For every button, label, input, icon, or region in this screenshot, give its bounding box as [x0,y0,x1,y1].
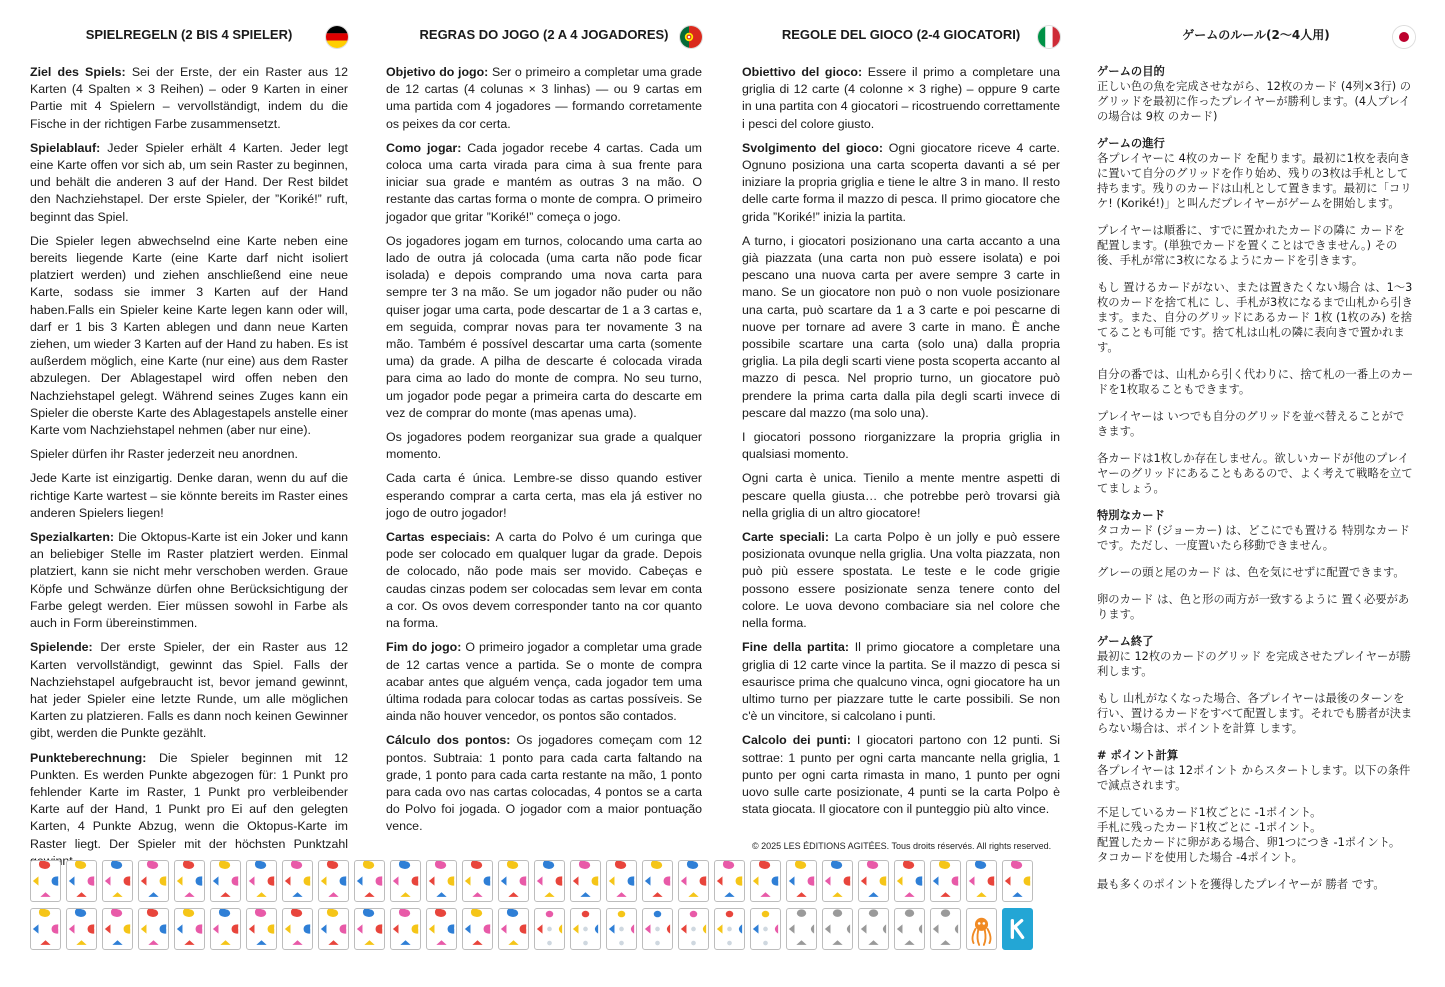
rules-paragraph [1097,748,1415,793]
paragraph-text: Jeder Spieler erhält 4 Karten. Jeder legt eine Karte offen vor sich ab, um sein Raster zu beginnen, und behält die anderen 3 auf der Hand. Der Rest bildet den Nachziehstapel. Der erste Spieler, der ”Koriké!” ruft, beginnt das Spiel. [30,140,348,224]
fish-card [426,908,457,950]
egg-card [750,908,781,950]
paragraph-text: 最も多くのポイントを獲得したプレイヤーが 勝者 です。 [1097,878,1385,891]
paragraph-heading: Cálculo dos pontos: [386,733,511,748]
egg-card [534,908,565,950]
card-row [30,908,1070,950]
rules-paragraph [1097,409,1415,439]
fish-card [642,860,673,902]
paragraph-text: Ogni carta è unica. Tienilo a mente mentre aspetti di pescare quella giusta… che potrebbe però trovarsi già nella griglia di un altro giocatore! [742,471,1060,520]
rules-paragraph [1097,805,1415,865]
column-portuguese [386,24,702,843]
rules-paragraph [30,140,348,226]
fish-card [858,860,889,902]
rules-paragraph [1097,223,1415,268]
copyright-notice: © 2025 LES ÉDITIONS AGITÉES. Tous droits réservés. All rights reserved. [752,841,1052,851]
paragraph-text: Os jogadores jogam em turnos, colocando uma carta ao lado de outra já colocada (uma carta não pode ficar isolada) e depois comprando uma nova carta para sempre ter 3 na mão. Se um jogador não puder ou não quiser jogar uma carta, pode descartar de 1 a 3 cartas e, em seguida, comprar novas para ter novamente 3 na mão. Também é possível descartar uma carta (somente uma) da grade. A pilha de descarte é colocada virada para cima ao lado do monte de compra. No seu turno, um jogador pode pegar a primeira carta do descarte em vez de comprar do monte (mas apenas uma). [386,233,702,420]
column-italian [742,24,1060,825]
column-japanese [1097,24,1415,904]
paragraph-heading: Fine della partita: [742,640,850,655]
rules-paragraph [386,639,702,725]
portugal-flag-icon [680,26,702,48]
paragraph-text: 各プレイヤーは 12ポイント からスタートします。以下の条件で減点されます。 [1097,764,1411,792]
paragraph-text: Ogni giocatore riceve 4 carte. Ognuno posiziona una carta scoperta davanti a sé per iniziare la propria griglia e tiene le altre 3 in mano. Il resto delle carte forma il mazzo di pesca. Il primo giocatore che grida ”Koriké!” inizia la partita. [742,140,1060,224]
fish-card [750,860,781,902]
fish-card [66,860,97,902]
fish-card [138,908,169,950]
paragraph-heading: Spielablauf: [30,140,101,155]
rules-paragraph [1097,280,1415,355]
column-title: ゲームのルール(2〜4人用) [1182,28,1330,42]
paragraph-heading: Svolgimento del gioco: [742,140,883,155]
rules-paragraph [1097,691,1415,736]
paragraph-heading: # ポイント計算 [1097,749,1179,762]
fish-card [462,860,493,902]
column-title: SPIELREGELN (2 BIS 4 SPIELER) [85,27,293,42]
paragraph-text: Die Oktopus-Karte ist ein Joker und kann an beliebiger Stelle im Raster platziert werden. Einmal platziert, kann sie nicht mehr verschoben werden. Graue Köpfe und Schwänze dürfen ohne Berücksichtigung der Farbe gelegt werden. Eier müssen sowohl in Farbe als auch in Form übereinstimmen. [30,530,348,631]
rules-paragraph [742,529,1060,632]
column-title: REGOLE DEL GIOCO (2-4 GIOCATORI) [781,27,1021,42]
paragraph-text: I giocatori possono riorganizzare la propria griglia in qualsiasi momento. [742,430,1060,462]
paragraph-heading: Obiettivo del gioco: [742,65,863,79]
rules-paragraph [30,470,348,522]
fish-card [894,860,925,902]
paragraph-text: プレイヤーは いつでも自分のグリッドを並べ替えることができます。 [1097,410,1405,438]
paragraph-text: Der erste Spieler, der ein Raster aus 12 Karten vervollständigt, gewinnt das Spiel. Falls der Nachziehstapel aufgebraucht ist, bevor jemand gewinnt, hat jeder Spieler eine letzte Runde, um alle möglichen Karten zu platzieren. Falls es dann noch keinen Gewinner gibt, werden die Punkte gezählt. [30,640,348,741]
italy-flag-icon [1038,26,1060,48]
grey-card [930,908,961,950]
rules-paragraph [386,470,702,522]
column-header [1097,24,1415,46]
rules-paragraph [1097,64,1415,124]
rules-paragraph [30,233,348,439]
grey-card [822,908,853,950]
fish-card [210,908,241,950]
paragraph-text: 各プレイヤーに 4枚のカード を配ります。最初に1枚を表向きに置いて自分のグリッドを作り始め、残りの3枚は手札として持ちます。残りのカードは山札として置きます。最初に「コリケ! (Koriké!)」と叫んだプレイヤーがゲームを開始します。 [1097,152,1412,210]
paragraph-heading: Carte speciali: [742,530,829,545]
fish-card [174,860,205,902]
fish-card [498,908,529,950]
grey-card [786,908,817,950]
column-german [30,24,348,877]
fish-card [102,908,133,950]
paragraph-text: Sei der Erste, der ein Raster aus 12 Karten (4 Spalten × 3 Reihen) – oder 9 Karten in einer Partie mit 4 Spielern – vervollständigt, indem du die Fische in der richtigen Farbe zusammensetzt. [30,65,348,131]
fish-card [534,860,565,902]
rules-paragraph [30,64,348,133]
fish-card [570,860,601,902]
paragraph-heading: Ziel des Spiels: [30,65,126,79]
grey-card [858,908,889,950]
fish-card [786,860,817,902]
fish-card [1002,860,1033,902]
fish-card [210,860,241,902]
paragraph-text: 各カードは1枚しか存在しません。欲しいカードが他のプレイヤーのグリッドにあることもあるので、よく考えて戦略を立ててましょう。 [1097,452,1413,495]
paragraph-text: 正しい色の魚を完成させながら、12枚のカード (4列×3行) のグリッドを最初に作ったプレイヤーが勝利します。(4人プレイの場合は 9枚 のカード) [1097,80,1412,123]
paragraph-heading: 特別なカード [1097,509,1165,522]
rules-paragraph [1097,565,1415,580]
octopus-card [966,908,997,950]
rules-paragraph [1097,451,1415,496]
paragraph-heading: ゲーム終了 [1097,635,1154,648]
fish-card [138,860,169,902]
paragraph-text: Die Spieler legen abwechselnd eine Karte neben eine bereits liegende Karte (eine Karte darf nicht isoliert platziert werden) und ziehen anschließend eine neue Karte, sodass sie immer 3 Karten auf der Hand haben.Falls ein Spieler keine Karte legen kann oder will, darf er 1 bis 3 Karten ablegen und dann neue Karten ziehen, um wieder 3 Karten auf der Hand zu haben. Es ist außerdem möglich, eine Karte (nur eine) aus dem Raster abzulegen. Der Ablagestapel wird offen neben den Nachziehstapel gelegt. Während seines Zuges kann ein Spieler die oberste Karte des Ablagestapels anstelle einer Karte vom Nachziehstapel nehmen (aber nur eine). [30,233,348,438]
fish-card [174,908,205,950]
fish-card [66,908,97,950]
rules-paragraph [742,732,1060,818]
rules-paragraph [742,140,1060,226]
rules-paragraph [742,639,1060,725]
paragraph-text: A turno, i giocatori posizionano una carta accanto a una già piazzata (una carta non può essere isolata) e poi pescano una nuova carta per avere sempre 3 carte in mano. Se un giocatore non può o non vuole posizionare una carta, può scartare da 1 a 3 carte e poi pescarne di nuove per tornare ad avere 3 carte in mano. È anche possibile scartare una carta (solo una) dalla propria griglia. La pila degli scarti viene posta scoperta accanto al mazzo di pesca. Nel proprio turno, un giocatore può prendere la prima carta dalla pila degli scarti invece di pescare dal mazzo (ma solo una). [742,233,1060,420]
fish-card [678,860,709,902]
paragraph-text: Il primo giocatore a completare una griglia di 12 carte vince la partita. Se il mazzo di pesca si esaurisce prima che qualcuno vinca, ogni giocatore ha un ultimo turno per piazzare tutte le carte possibili. Se non c'è un vincitore, si calcolano i punti. [742,640,1060,724]
rules-paragraph [742,470,1060,522]
fish-card [102,860,133,902]
paragraph-heading: Calcolo dei punti: [742,733,851,748]
fish-card [282,860,313,902]
fish-card [714,860,745,902]
rules-text [386,64,702,836]
column-header [30,24,348,46]
paragraph-heading: Spezialkarten: [30,530,115,545]
rules-paragraph [386,233,702,422]
fish-card [426,860,457,902]
paragraph-text: Die Spieler beginnen mit 12 Punkten. Es werden Punkte abgezogen für: 1 Punkt pro fehlender Karte im Raster, 1 Punkt pro verbleibender Karte auf der Hand, 1 Punkt pro Ei auf den gelegten Karten, 4 Punkte Abzug, wenn die Oktopus-Karte im Raster liegt. Der Spieler mit der höchsten Punktzahl [30,750,348,851]
egg-card [606,908,637,950]
paragraph-heading: ゲームの進行 [1097,137,1165,150]
paragraph-text: Cada carta é única. Lembre-se disso quando estiver esperando comprar a carta certa, mas ela já estiver no jogo de outro jogador! [386,471,702,520]
grey-card [894,908,925,950]
fish-card [246,908,277,950]
paragraph-text: 自分の番では、山札から引く代わりに、捨て札の一番上のカードを1枚取ることもできます。 [1097,368,1414,396]
rules-text [1097,64,1415,892]
rules-paragraph [386,64,702,133]
fish-card [390,908,421,950]
paragraph-text: Jede Karte ist einzigartig. Denke daran, wenn du auf die richtige Karte wartest – sie könnte bereits im Raster eines anderen Spielers liegen! [30,471,348,520]
rules-paragraph [30,446,348,463]
paragraph-text: もし 山札がなくなった場合、各プレイヤーは最後のターンを行い、置けるカードをすべて配置します。それでも勝者が決まらない場合は、ポイントを計算 します。 [1097,692,1413,735]
rules-paragraph [386,140,702,226]
germany-flag-icon [326,26,348,48]
egg-card [642,908,673,950]
paragraph-text: Os jogadores começam com 12 pontos. Subtraia: 1 ponto para cada carta faltando na grade, 1 ponto para cada carta restante na mão, 1 ponto para cada ovo nas cartas colocadas, 4 pontos se a carta do Polvo foi jogada. O jogador com a maior pontuação vence. [386,733,702,834]
paragraph-heading: Punkteberechnung: [30,750,147,765]
fish-card [462,908,493,950]
paragraph-text: プレイヤーは順番に、すでに置かれたカードの隣に カードを配置します。(単独でカードを置くことはできません。) その後、手札が常に3枚になるようにカードを引きます。 [1097,224,1405,267]
rules-paragraph [1097,592,1415,622]
fish-card [822,860,853,902]
paragraph-heading: Como jogar: [386,140,462,155]
paragraph-text: 卵のカード は、色と形の両方が一致するように 置く必要があります。 [1097,593,1410,621]
column-header [742,24,1060,46]
paragraph-text: 最初に 12枚のカードのグリッド を完成させたプレイヤーが勝利します。 [1097,650,1411,678]
rules-paragraph [386,429,702,463]
fish-card [966,860,997,902]
paragraph-heading: Fim do jogo: [386,640,462,655]
card-row [30,860,1070,902]
fish-card [354,860,385,902]
fish-card [30,908,61,950]
rules-paragraph [30,750,348,870]
paragraph-text: 不足しているカード1枚ごとに -1ポイント。 手札に残ったカード1枚ごとに -1ポイント。 配置したカードに卵がある場合、卵1つにつき -1ポイント。 タコカードを使用した場合 -4ポイント。 [1097,806,1401,864]
paragraph-heading: ゲームの目的 [1097,65,1165,78]
rules-text [30,64,348,870]
rules-paragraph [1097,877,1415,892]
rules-paragraph [1097,634,1415,679]
paragraph-text: Ser o primeiro a completar uma grade de 12 cartas (4 colunas × 3 linhas) — ou 9 cartas em uma partida com 4 jogadores — formando corretamente os peixes da cor certa. [386,65,702,131]
paragraph-heading: Objetivo do jogo: [386,65,489,79]
paragraph-text: Os jogadores podem reorganizar sua grade a qualquer momento. [386,430,702,462]
fish-card [318,860,349,902]
japan-flag-icon [1393,26,1415,48]
korike-logo-icon [1002,908,1033,950]
fish-card [390,860,421,902]
paragraph-text: Essere il primo a completare una griglia di 12 carte (4 colonne × 3 righe) – oppure 9 carte in una partita con 4 giocatori – ricostruendo correttamente i pesci del colore giusto. [742,65,1060,131]
fish-card [354,908,385,950]
egg-card [714,908,745,950]
paragraph-text: Spieler dürfen ihr Raster jederzeit neu anordnen. [30,447,298,462]
rules-paragraph [742,429,1060,463]
rules-paragraph [1097,367,1415,397]
paragraph-heading: Cartas especiais: [386,530,491,545]
paragraph-heading: Spielende: [30,640,93,655]
fish-card [498,860,529,902]
rules-paragraph [742,64,1060,133]
paragraph-text: La carta Polpo è un jolly e può essere posizionata ovunque nella griglia. Una volta piazzata, non può più essere spostata. Le teste e le code grigie possono essere posizionate senza tenere conto del colore. Le uova devono combaciare sia nel colore che nella forma. [742,530,1060,631]
rules-paragraph [30,529,348,632]
column-header [386,24,702,46]
fish-card [246,860,277,902]
fish-card [282,908,313,950]
paragraph-text: I giocatori partono con 12 punti. Si sottrae: 1 punto per ogni carta mancante nella griglia, 1 punto per ogni carta rimasta in mano, 1 punto per ogni uovo sulle carte posizionate, 4 punti se la carta Polpo è stata giocata. Il giocatore con il punteggio più alto vince. [742,733,1060,817]
egg-card [678,908,709,950]
rules-paragraph [30,639,348,742]
fish-card [606,860,637,902]
paragraph-text: O primeiro jogador a completar uma grade de 12 cartas vence a partida. Se o monte de compra acabar antes que alguém vença, cada jogador tem uma última rodada para colocar todas as cartas possíveis. Se ainda não houver vencedor, os pontos são contados. [386,640,702,724]
card-strip [30,860,1070,956]
fish-card [318,908,349,950]
rules-paragraph [1097,508,1415,553]
rules-paragraph [1097,136,1415,211]
egg-card [570,908,601,950]
rules-paragraph [386,529,702,632]
rules-paragraph [386,732,702,835]
column-title: REGRAS DO JOGO (2 A 4 JOGADORES) [419,27,669,42]
paragraph-text: タコカード (ジョーカー) は、どこにでも置ける 特別なカードです。ただし、一度置いたら移動できません。 [1097,524,1410,552]
rules-paragraph [742,233,1060,422]
paragraph-text: A carta do Polvo é um curinga que pode ser colocado em qualquer lugar da grade. Depois de colocado, não pode mais ser movido. Cabeças e caudas cinzas podem ser colocadas sem levar em conta a cor. Os ovos devem corresponder tanto na cor quanto na forma. [386,530,702,631]
fish-card [930,860,961,902]
fish-card [30,860,61,902]
paragraph-text: Cada jogador recebe 4 cartas. Cada um coloca uma carta virada para cima à sua frente para iniciar sua grade e mantém as outras 3 na mão. O restante das cartas forma o monte de compra. O primeiro jogador que gritar ”Koriké!” começa o jogo. [386,140,702,224]
rules-text [742,64,1060,818]
paragraph-text: グレーの頭と尾のカード は、色を気にせずに配置できます。 [1097,566,1405,579]
paragraph-text: もし 置けるカードがない、または置きたくない場合 は、1〜3枚のカードを捨て札に し、手札が3枚になるまで山札から引きます。また、自分のグリッドにあるカード 1枚 (1枚のみ) を捨てることも可能 です。捨て札は山札の隣に表向きで置かれます。 [1097,281,1413,354]
